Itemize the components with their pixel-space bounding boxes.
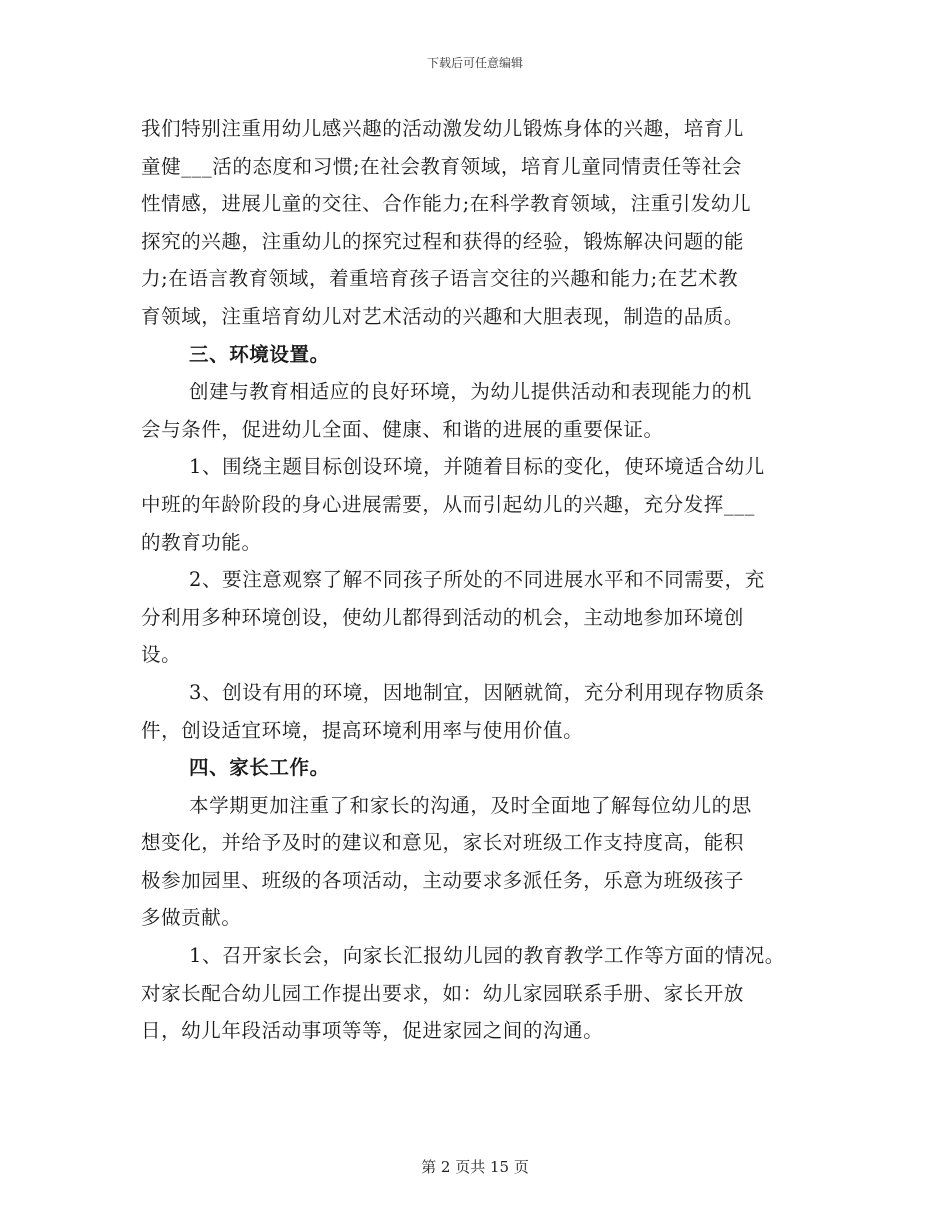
text-line: 3、创设有用的环境，因地制宜，因陋就简，充分利用现存物质条 — [189, 680, 765, 704]
text-line: 2、要注意观察了解不同孩子所处的不同进展水平和不同需要，充 — [189, 568, 765, 592]
text-line: 力;在语言教育领域，着重培育孩子语言交往的兴趣和能力;在艺术教 — [141, 267, 739, 291]
text-line: 设。 — [141, 643, 182, 667]
text-line: 多做贡献。 — [141, 906, 242, 930]
text-line: 性情感，进展儿童的交往、合作能力;在科学教育领域，注重引发幼儿 — [141, 192, 752, 216]
text-line: 想变化，并给予及时的建议和意见，家长对班级工作支持度高，能积 — [141, 831, 745, 855]
page-header: 下载后可任意编辑 — [426, 56, 523, 70]
text-line: 对家长配合幼儿园工作提出要求，如：幼儿家园联系手册、家长开放 — [141, 981, 745, 1005]
text-line: 育领域，注重培育幼儿对艺术活动的兴趣和大胆表现，制造的品质。 — [141, 304, 745, 328]
section-heading: 四、家长工作。 — [189, 756, 330, 780]
section-heading: 三、环境设置。 — [189, 342, 330, 366]
text-line: 探究的兴趣，注重幼儿的探究过程和获得的经验，锻炼解决问题的能 — [141, 229, 745, 253]
text-line: 本学期更加注重了和家长的沟通，及时全面地了解每位幼儿的思 — [189, 793, 752, 817]
text-line: 极参加园里、班级的各项活动，主动要求多派任务，乐意为班级孩子 — [141, 868, 745, 892]
document-body — [141, 110, 811, 1050]
text-line: 件，创设适宜环境，提高环境利用率与使用价值。 — [141, 718, 584, 742]
text-line: 我们特别注重用幼儿感兴趣的活动激发幼儿锻炼身体的兴趣，培育儿 — [141, 117, 745, 140]
text-line: 分利用多种环境创设，使幼儿都得到活动的机会，主动地参加环境创 — [141, 605, 745, 629]
text-line: 的教育功能。 — [141, 530, 262, 554]
text-line: 1、围绕主题目标创设环境，并随着目标的变化，使环境适合幼儿 — [189, 455, 765, 479]
text-line: 童健___活的态度和习惯;在社会教育领域，培育儿童同情责任等社会 — [141, 154, 743, 178]
page-footer: 第 2 页共 15 页 — [421, 1158, 529, 1176]
text-line: 日，幼儿年段活动事项等等，促进家园之间的沟通。 — [141, 1019, 604, 1043]
text-line: 中班的年龄阶段的身心进展需要，从而引起幼儿的兴趣，充分发挥___ — [141, 492, 755, 516]
text-line: 1、召开家长会，向家长汇报幼儿园的教育教学工作等方面的情况。 — [189, 944, 785, 968]
text-line: 创建与教育相适应的良好环境，为幼儿提供活动和表现能力的机 — [189, 380, 752, 404]
text-line: 会与条件，促进幼儿全面、健康、和谐的进展的重要保证。 — [141, 417, 664, 441]
